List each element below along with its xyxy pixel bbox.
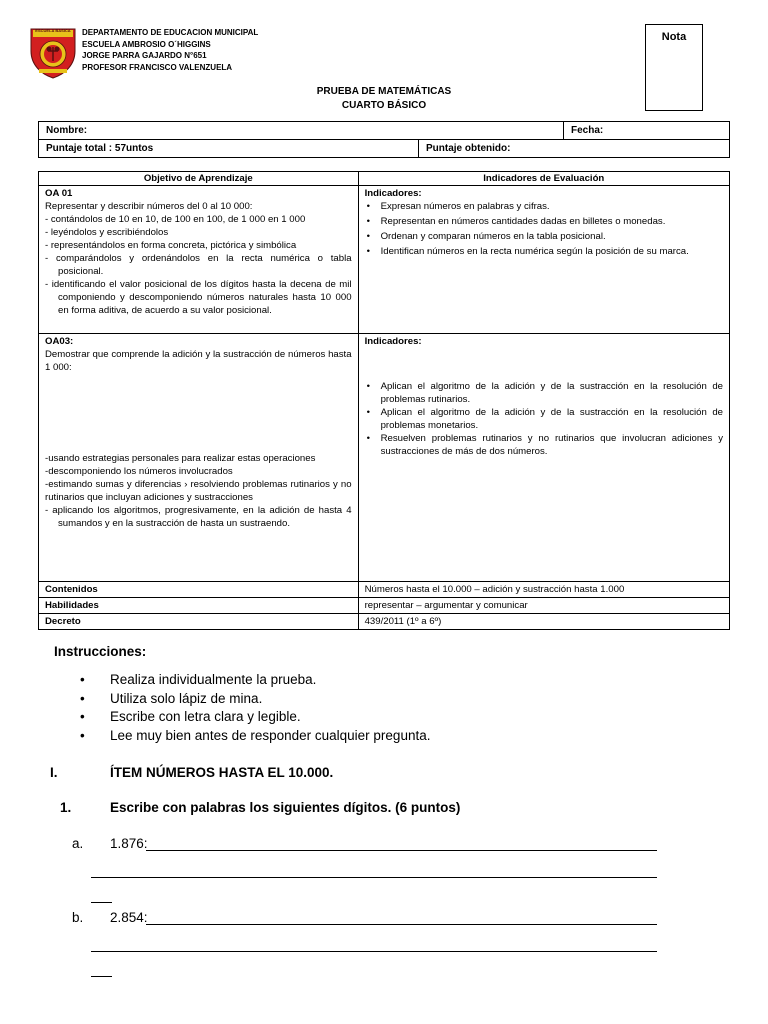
question-text: Escribe con palabras los siguientes dígitos. (6 puntos) xyxy=(110,800,461,815)
oa03-indicators-cell xyxy=(358,334,729,582)
oa01-cell xyxy=(39,186,359,334)
date-field[interactable]: Fecha: xyxy=(564,122,730,140)
contents-value: Números hasta el 10.000 – adición y sustracción hasta 1.000 xyxy=(358,582,729,598)
part-number: 2.854: xyxy=(110,910,148,925)
instruction-item: • Lee muy bien antes de responder cualquier pregunta. xyxy=(80,728,430,747)
oa01-indicators-cell xyxy=(358,186,729,334)
header-line: ESCUELA AMBROSIO O´HIGGINS xyxy=(82,39,211,49)
header-line: JORGE PARRA GAJARDO N°651 xyxy=(82,51,207,60)
indicator-item: • Resuelven problemas rutinarios y no rutinarios que involucran adiciones y sustracciones de más de dos números. xyxy=(365,432,723,458)
oa03-intro: Demostrar que comprende la adición y la sustracción de números hasta 1 000: xyxy=(45,349,352,373)
skills-value: representar – argumentar y comunicar xyxy=(358,598,729,614)
oa03-item: -usando estrategias personales para realizar estas operaciones xyxy=(45,453,316,464)
objective-header: Objetivo de Aprendizaje xyxy=(39,172,359,186)
section-title: ÍTEM NÚMEROS HASTA EL 10.000. xyxy=(110,765,334,780)
total-score: Puntaje total : 57untos xyxy=(39,140,419,158)
indicator-item: • Expresan números en palabras y cifras. xyxy=(365,200,723,213)
instructions-list xyxy=(80,672,430,746)
oa03-item: -descomponiendo los números involucrados xyxy=(45,466,233,477)
header-line: DEPARTAMENTO DE EDUCACION MUNICIPAL xyxy=(82,28,259,37)
decree-value: 439/2011 (1º a 6º) xyxy=(358,614,729,630)
oa03-code: OA03: xyxy=(45,336,74,347)
test-title: PRUEBA DE MATEMÁTICAS xyxy=(316,86,452,97)
oa03-cell xyxy=(39,334,359,582)
instruction-item: • Utiliza solo lápiz de mina. xyxy=(80,691,430,710)
indicator-item: • Identifican números en la recta numérica según la posición de su marca. xyxy=(365,245,723,258)
grade-box[interactable] xyxy=(645,24,703,111)
header-line: PROFESOR FRANCISCO VALENZUELA xyxy=(82,62,233,72)
indicator-item: • Aplican el algoritmo de la adición y de la sustracción en la resolución de problemas monetarios. xyxy=(365,406,723,432)
part-letter: a. xyxy=(72,836,84,851)
oa01-item: - representándolos en forma concreta, pictórica y simbólica xyxy=(45,240,297,251)
indicators-header: Indicadores de Evaluación xyxy=(358,172,729,186)
instruction-item: • Escribe con letra clara y legible. xyxy=(80,709,430,728)
oa01-item: - contándolos de 10 en 10, de 100 en 100, de 1 000 en 1 000 xyxy=(45,214,306,225)
obtained-score-field[interactable]: Puntaje obtenido: xyxy=(419,140,730,158)
oa01-intro: Representar y describir números del 0 al 10 000: xyxy=(45,201,253,212)
logo-text: ESCUELA BASICA xyxy=(35,28,71,33)
oa01-item: - comparándolos y ordenándolos en la recta numérica o tabla posicional. xyxy=(45,253,352,277)
oa01-indicators-label: Indicadores: xyxy=(364,188,422,199)
contents-label: Contenidos xyxy=(39,582,359,598)
section-number: I. xyxy=(50,765,58,780)
answer-lines-b[interactable] xyxy=(91,910,657,977)
oa03-item: - aplicando los algoritmos, progresivamente, en la adición de hasta 4 sumandos y en la sustracción de hasta un sustraendo. xyxy=(45,505,352,529)
objectives-table xyxy=(38,171,730,630)
oa03-item: -estimando sumas y diferencias › resolviendo problemas rutinarios y no rutinarios que incluyan adiciones y sustracciones xyxy=(45,479,352,503)
skills-label: Habilidades xyxy=(39,598,359,614)
oa01-item: - leyéndolos y escribiéndolos xyxy=(45,227,169,238)
school-header xyxy=(82,27,258,73)
student-info-table xyxy=(38,121,730,158)
indicator-item: • Ordenan y comparan números en la tabla posicional. xyxy=(365,230,723,243)
instruction-item: • Realiza individualmente la prueba. xyxy=(80,672,430,691)
oa01-item: - identificando el valor posicional de los dígitos hasta la decena de mil componiendo y descomponiendo números naturales hasta 10 000 en forma aditiva, de acuerdo a su valor posicional. xyxy=(45,279,352,316)
name-field[interactable]: Nombre: xyxy=(39,122,564,140)
oa01-code: OA 01 xyxy=(45,188,73,199)
indicator-item: • Representan en números cantidades dadas en billetes o monedas. xyxy=(365,215,723,228)
indicator-item: • Aplican el algoritmo de la adición y de la sustracción en la resolución de problemas rutinarios. xyxy=(365,380,723,406)
grade-label: Nota xyxy=(661,31,687,43)
school-logo xyxy=(29,27,77,79)
instructions-title: Instrucciones: xyxy=(54,644,147,659)
answer-lines-a[interactable] xyxy=(91,836,657,903)
decree-label: Decreto xyxy=(39,614,359,630)
part-number: 1.876: xyxy=(110,836,148,851)
question-number: 1. xyxy=(60,800,72,815)
test-subtitle: CUARTO BÁSICO xyxy=(341,100,427,111)
part-letter: b. xyxy=(72,910,84,925)
oa03-indicators-label: Indicadores: xyxy=(364,336,422,347)
